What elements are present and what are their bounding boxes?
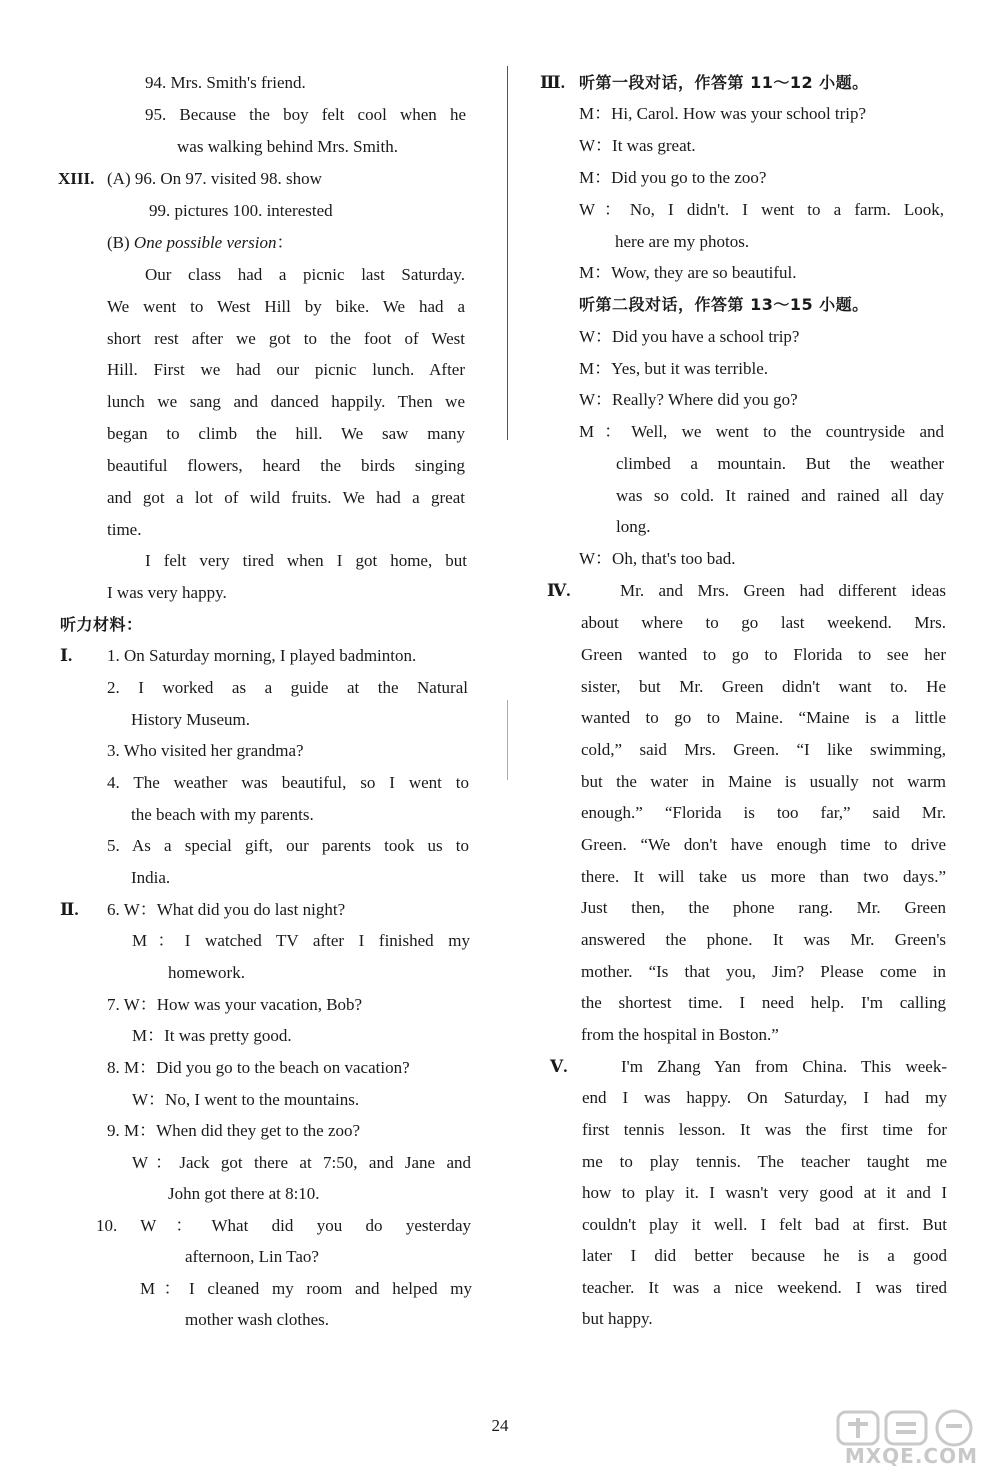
section-2-line: mother wash clothes. (185, 1310, 329, 1329)
section-2-line: M：I cleaned my room and helped my (140, 1279, 472, 1298)
essay-line: and got a lot of wild fruits. We had a great (107, 488, 465, 507)
section-4-line: Green. “We don't have enough time to drive (581, 835, 946, 854)
section-5-line: me to play tennis. The teacher taught me (582, 1152, 947, 1171)
section-3-line: M：Did you go to the zoo? (579, 168, 767, 187)
essay-line: beautiful flowers, heard the birds singing (107, 456, 465, 475)
essay-line: We went to West Hill by bike. We had a (107, 297, 465, 316)
section-4-line: mother. “Is that you, Jim? Please come in (581, 962, 946, 981)
section-5-line: couldn't play it well. I felt bad at first. But (582, 1215, 947, 1234)
section-2-line: 7. W：How was your vacation, Bob? (107, 995, 363, 1014)
section-xiii-b-label: (B) (107, 233, 130, 252)
section-xiii-a-line1: (A) 96. On 97. visited 98. show (107, 169, 322, 188)
section-xiii-number: XIII. (58, 169, 95, 188)
section-4-line: from the hospital in Boston.” (581, 1025, 779, 1044)
section-4-line: wanted to go to Maine. “Maine is a little (581, 708, 946, 727)
section-2-line: 8. M：Did you go to the beach on vacation? (107, 1058, 410, 1077)
section-5-line: teacher. It was a nice weekend. I was tired (582, 1278, 947, 1297)
section-2-line: afternoon, Lin Tao? (185, 1247, 319, 1266)
section-3-line: W：Oh, that's too bad. (579, 549, 736, 568)
section-1-line: 5. As a special gift, our parents took us to (107, 836, 469, 855)
section-4-line: about where to go last weekend. Mrs. (581, 613, 946, 632)
page-number: 24 (491, 1416, 509, 1435)
section-5-line: how to play it. I wasn't very good at it and I (582, 1183, 947, 1202)
section-3-instruction-1: 听第一段对话，作答第 11～12 小题。 (579, 73, 869, 92)
column-divider (507, 66, 508, 440)
essay-line: I was very happy. (107, 583, 227, 602)
section-1-line: 1. On Saturday morning, I played badminton. (107, 646, 417, 665)
section-4-line: there. It will take us more than two days.” (581, 867, 946, 886)
section-xiii-a-line2: 99. pictures 100. interested (149, 201, 333, 220)
section-2-line: John got there at 8:10. (168, 1184, 320, 1203)
section-2-line: 6. W：What did you do last night? (107, 900, 346, 919)
section-5-number: Ⅴ. (550, 1057, 568, 1076)
essay-line: lunch we sang and danced happily. Then we (107, 392, 465, 411)
section-5-line: later I did better because he is a good (582, 1246, 947, 1265)
section-2-line: M：I watched TV after I finished my (132, 931, 470, 950)
section-3-line: M：Hi, Carol. How was your school trip? (579, 104, 867, 123)
section-1-line: 3. Who visited her grandma? (107, 741, 304, 760)
listening-title: 听力材料： (60, 615, 143, 634)
section-2-number: Ⅱ. (60, 900, 79, 919)
answer-95-line1: 95. Because the boy felt cool when he (145, 105, 466, 124)
section-3-line: W：It was great. (579, 136, 696, 155)
essay-line: time. (107, 520, 142, 539)
section-5-line: end I was happy. On Saturday, I had my (582, 1088, 947, 1107)
column-divider-faint (507, 700, 508, 780)
section-1-line: India. (131, 868, 171, 887)
section-xiii-b-colon: ： (276, 233, 294, 252)
section-xiii-b-italic: One possible version (133, 233, 277, 252)
section-2-line: homework. (168, 963, 245, 982)
section-3-instruction-2: 听第二段对话，作答第 13～15 小题。 (579, 295, 869, 314)
section-1-line: History Museum. (131, 710, 250, 729)
essay-line: short rest after we got to the foot of West (107, 329, 465, 348)
section-5-line: but happy. (582, 1309, 653, 1328)
section-4-number: Ⅳ. (547, 581, 571, 600)
section-1-number: Ⅰ. (60, 646, 73, 665)
section-3-line: W：No, I didn't. I went to a farm. Look, (579, 200, 944, 219)
section-3-line: M：Yes, but it was terrible. (579, 359, 769, 378)
section-3-line: M：Wow, they are so beautiful. (579, 263, 797, 282)
section-5-line: first tennis lesson. It was the first time for (582, 1120, 947, 1139)
section-4-line: enough.” “Florida is too far,” said Mr. (581, 803, 946, 822)
section-4-line: Mr. and Mrs. Green had different ideas (620, 581, 946, 600)
section-4-line: cold,” said Mrs. Green. “I like swimming, (581, 740, 946, 759)
watermark-text: MXQE.COM (844, 1444, 978, 1468)
section-3-line: W：Did you have a school trip? (579, 327, 800, 346)
section-3-line: W：Really? Where did you go? (579, 390, 798, 409)
section-3-line: long. (616, 517, 651, 536)
section-3-line: climbed a mountain. But the weather (616, 454, 944, 473)
essay-line: began to climb the hill. We saw many (107, 424, 465, 443)
section-1-line: 4. The weather was beautiful, so I went to (107, 773, 469, 792)
section-xiii-b-heading (107, 233, 294, 253)
section-4-line: Just then, the phone rang. Mr. Green (581, 898, 946, 917)
essay-line: Hill. First we had our picnic lunch. After (107, 360, 465, 379)
section-3-line: was so cold. It rained and rained all day (616, 486, 944, 505)
section-2-line: W：No, I went to the mountains. (132, 1090, 360, 1109)
section-4-line: the shortest time. I need help. I'm calling (581, 993, 946, 1012)
section-1-line: 2. I worked as a guide at the Natural (107, 678, 468, 697)
section-3-line: here are my photos. (615, 232, 750, 251)
answer-94: 94. Mrs. Smith's friend. (145, 73, 306, 92)
essay-line: I felt very tired when I got home, but (145, 551, 467, 570)
section-2-line: M：It was pretty good. (132, 1026, 292, 1045)
section-4-line: Green wanted to go to Florida to see her (581, 645, 946, 664)
section-2-line: 9. M：When did they get to the zoo? (107, 1121, 361, 1140)
section-2-line: 10. W：What did you do yesterday (96, 1216, 471, 1235)
section-4-line: sister, but Mr. Green didn't want to. He (581, 677, 946, 696)
section-3-line: M：Well, we went to the countryside and (579, 422, 944, 441)
section-1-line: the beach with my parents. (131, 805, 314, 824)
section-5-line: I'm Zhang Yan from China. This week- (621, 1057, 947, 1076)
answer-95-line2: was walking behind Mrs. Smith. (177, 137, 398, 156)
section-4-line: but the water in Maine is usually not warm (581, 772, 946, 791)
section-4-line: answered the phone. It was Mr. Green's (581, 930, 946, 949)
essay-line: Our class had a picnic last Saturday. (145, 265, 465, 284)
section-2-line: W：Jack got there at 7:50, and Jane and (132, 1153, 471, 1172)
section-3-number: Ⅲ. (540, 73, 565, 92)
